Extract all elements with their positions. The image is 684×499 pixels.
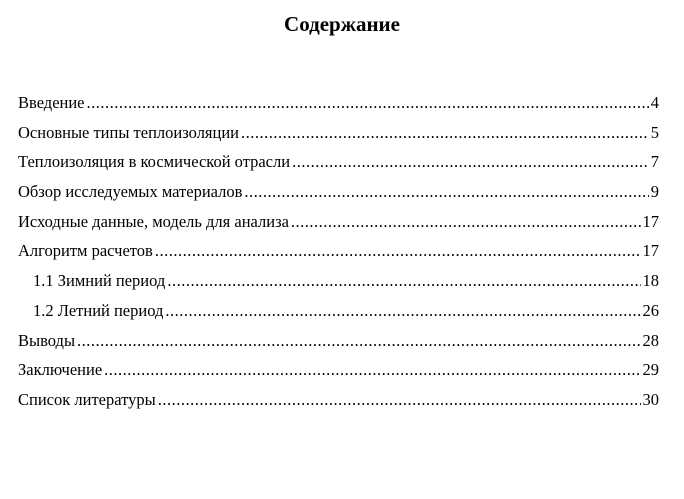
toc-entry-space-industry[interactable] [18, 147, 659, 177]
toc-entry-label: Выводы [18, 330, 76, 350]
page-title: Содержание [284, 12, 400, 36]
toc-entry-algorithm[interactable] [18, 236, 659, 266]
toc-entry-page: 28 [642, 330, 659, 350]
toc-entry-page: 5 [650, 122, 659, 142]
toc-entry-page: 18 [642, 271, 659, 291]
toc-entry-summer-period[interactable] [18, 296, 659, 326]
toc-entry-references[interactable] [18, 385, 659, 415]
toc-entry-label: Основные типы теплоизоляции [18, 122, 240, 142]
toc-entry-page: 9 [650, 182, 659, 202]
toc-entry-label: Теплоизоляция в космической отрасли [18, 152, 291, 172]
toc-dot-leader [104, 355, 640, 385]
toc-entry-page: 26 [642, 300, 659, 320]
toc-entry-input-data[interactable] [18, 207, 659, 237]
toc-entry-page: 4 [650, 93, 659, 112]
table-of-contents [18, 88, 659, 415]
toc-dot-leader [165, 296, 640, 326]
toc-entry-page: 7 [650, 152, 659, 172]
toc-dot-leader [158, 385, 641, 415]
toc-entry-label: Алгоритм расчетов [18, 241, 153, 261]
toc-entry-insulation-types[interactable] [18, 118, 659, 148]
toc-entry-page: 30 [642, 389, 659, 409]
toc-dot-leader [241, 118, 649, 148]
toc-dot-leader [155, 236, 641, 266]
toc-entry-winter-period[interactable] [18, 266, 659, 296]
toc-dot-leader [244, 177, 648, 207]
toc-entry-page: 29 [642, 360, 659, 380]
toc-dot-leader [77, 326, 640, 356]
toc-dot-leader [291, 207, 641, 237]
toc-entry-label: 1.1 Зимний период [33, 271, 166, 291]
toc-entry-introduction[interactable] [18, 88, 659, 118]
toc-entry-label: Список литературы [18, 389, 156, 409]
toc-entry-materials-review[interactable] [18, 177, 659, 207]
toc-entry-label: Исходные данные, модель для анализа [18, 211, 289, 231]
toc-entry-page: 17 [642, 211, 659, 231]
toc-entry-label: Обзор исследуемых материалов [18, 182, 243, 202]
toc-entry-page: 17 [642, 241, 659, 261]
toc-entry-label: Заключение [18, 360, 103, 380]
toc-dot-leader [167, 266, 640, 296]
toc-entry-findings[interactable] [18, 326, 659, 356]
toc-dot-leader [292, 147, 649, 177]
toc-entry-label: 1.2 Летний период [33, 300, 164, 320]
toc-dot-leader [87, 88, 649, 118]
toc-entry-conclusion[interactable] [18, 355, 659, 385]
toc-entry-label: Введение [18, 93, 85, 112]
